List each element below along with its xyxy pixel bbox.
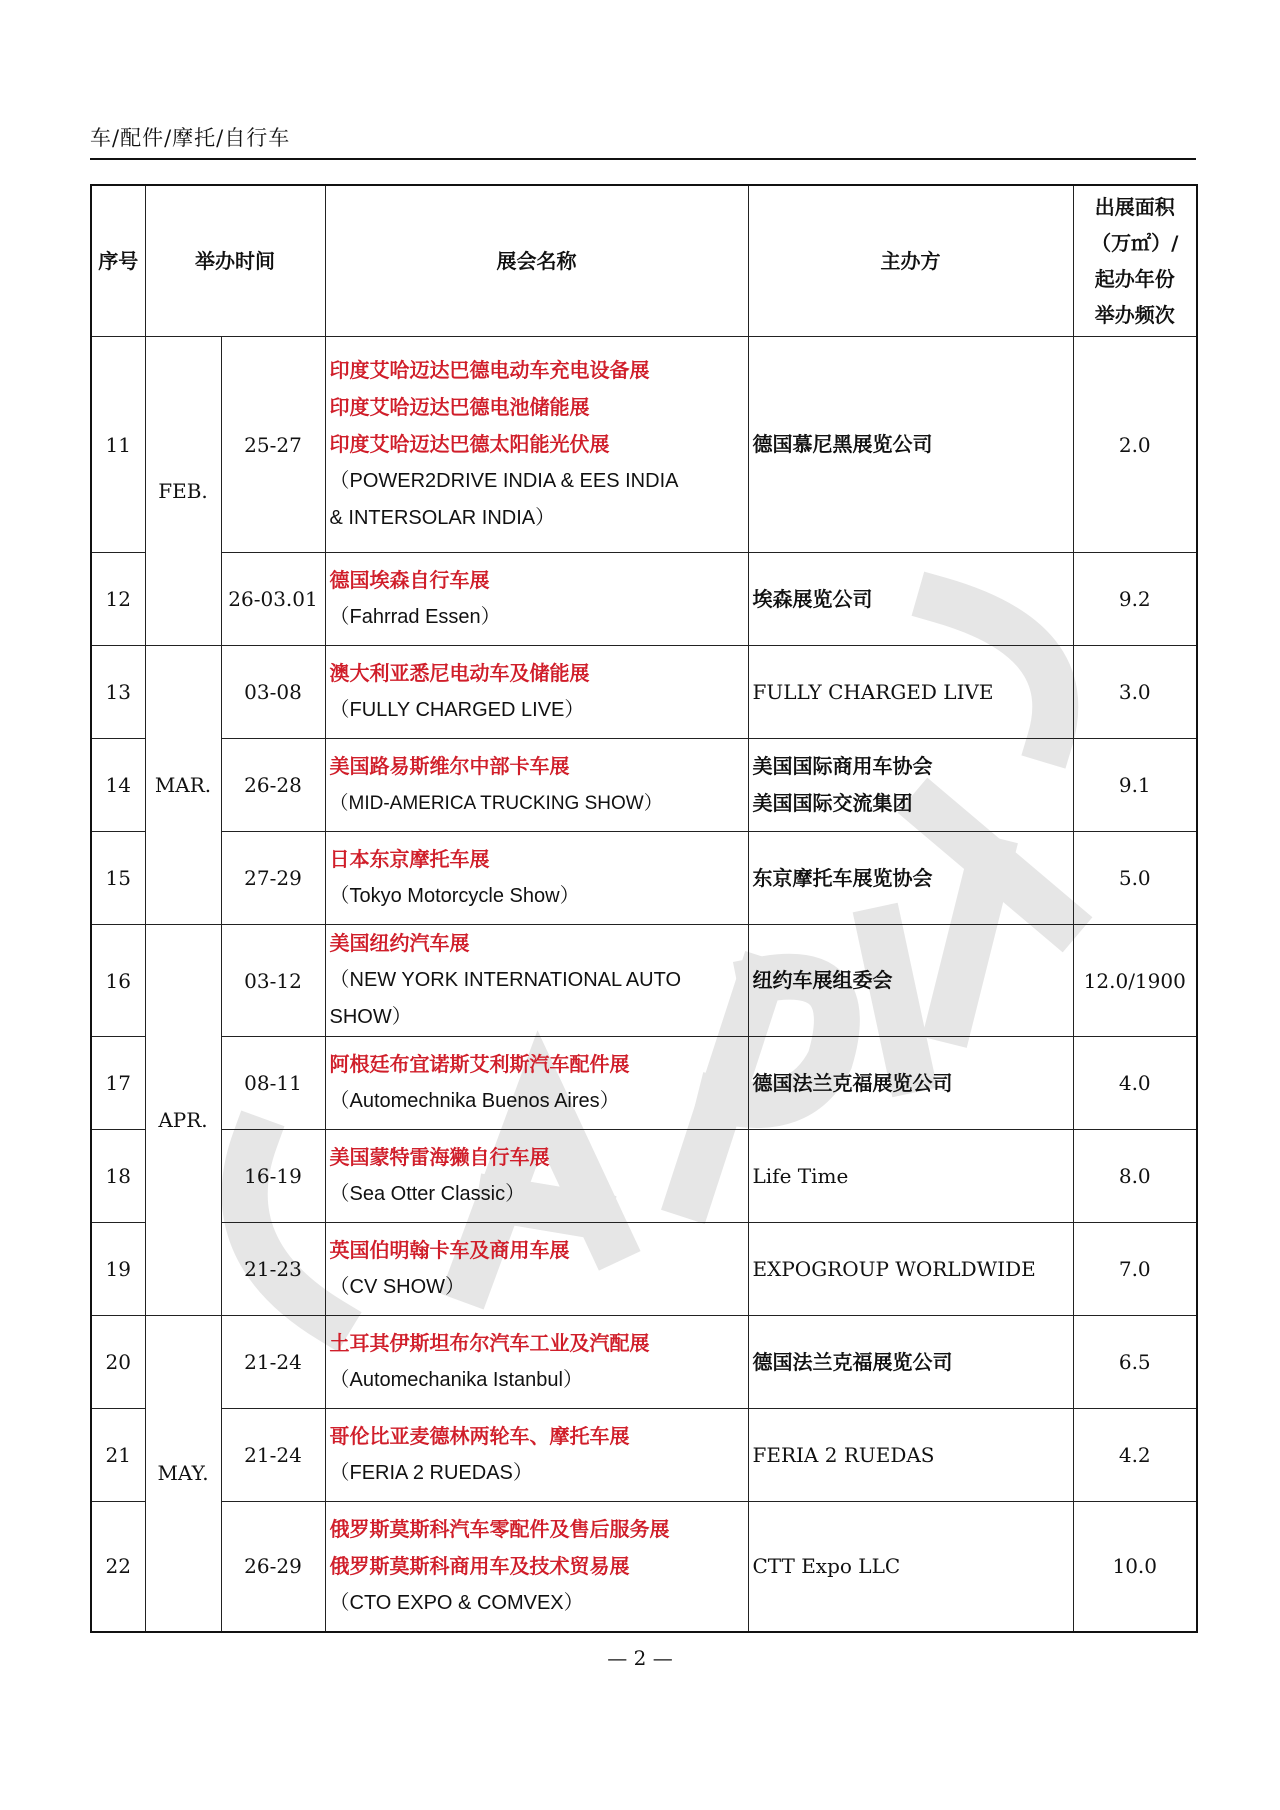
table-row: [91, 925, 1197, 1037]
exhibition-name-en: （NEW YORK INTERNATIONAL AUTO: [329, 969, 682, 991]
row-date: 26-28: [221, 739, 325, 832]
organizer-name: CTT Expo LLC: [752, 1553, 901, 1578]
table-row: [91, 646, 1197, 739]
exhibition-schedule-table: [90, 184, 1198, 1633]
exhibition-name-zh: 印度艾哈迈达巴德电动车充电设备展: [329, 358, 650, 382]
organizer: [748, 1130, 1073, 1223]
row-date: 21-23: [221, 1223, 325, 1316]
table-header-row: [91, 185, 1197, 337]
exhibition-name: [325, 832, 748, 925]
exhibition-name-en: （CV SHOW）: [329, 1276, 466, 1298]
exhibition-name-en: （MID-AMERICA TRUCKING SHOW）: [329, 793, 663, 814]
row-number: 13: [91, 646, 145, 739]
exhibition-name-zh: 德国埃森自行车展: [329, 568, 490, 592]
exhibition-name-zh: 土耳其伊斯坦布尔汽车工业及汽配展: [329, 1331, 650, 1355]
row-date: 03-08: [221, 646, 325, 739]
area-value: 4.2: [1073, 1409, 1197, 1502]
exhibition-name-en: （Sea Otter Classic）: [329, 1183, 526, 1205]
exhibition-name-en: （CTO EXPO & COMVEX）: [329, 1591, 584, 1614]
exhibition-name: [325, 553, 748, 646]
table-row: [91, 1409, 1197, 1502]
row-number: 22: [91, 1502, 145, 1632]
row-date: 21-24: [221, 1316, 325, 1409]
area-value: 4.0: [1073, 1037, 1197, 1130]
exhibition-name: [325, 925, 748, 1037]
organizer: [748, 1502, 1073, 1632]
area-value: 8.0: [1073, 1130, 1197, 1223]
organizer: [748, 646, 1073, 739]
row-date: 26-29: [221, 1502, 325, 1632]
table-row: [91, 1316, 1197, 1409]
exhibition-name-zh: 俄罗斯莫斯科汽车零配件及售后服务展: [329, 1516, 670, 1541]
exhibition-name: [325, 646, 748, 739]
header-area-line: 出展面积: [1094, 195, 1175, 219]
organizer-name: 美国国际交流集团: [752, 791, 913, 815]
exhibition-name-en: SHOW）: [329, 1006, 412, 1028]
header-area: [1073, 185, 1197, 337]
header-area-line: 举办频次: [1094, 303, 1175, 327]
organizer-name: 纽约车展组委会: [752, 968, 893, 992]
exhibition-name-en: & INTERSOLAR INDIA）: [329, 507, 556, 529]
exhibition-name-en: （FULLY CHARGED LIVE）: [329, 699, 585, 721]
row-date: 16-19: [221, 1130, 325, 1223]
header-seq: 序号: [91, 185, 145, 337]
exhibition-name-en: （Automechanika Istanbul）: [329, 1369, 583, 1391]
table-row: [91, 739, 1197, 832]
exhibition-name: [325, 1223, 748, 1316]
organizer: [748, 925, 1073, 1037]
organizer-name: 埃森展览公司: [752, 586, 873, 611]
organizer-name: 德国慕尼黑展览公司: [752, 432, 933, 456]
exhibition-name-zh: 俄罗斯莫斯科商用车及技术贸易展: [329, 1553, 630, 1578]
page-header-category: 车/配件/摩托/自行车: [90, 126, 291, 150]
header-area-line: （万㎡）/: [1091, 231, 1179, 255]
exhibition-name-zh: 印度艾哈迈达巴德电池储能展: [329, 395, 590, 419]
area-value: 3.0: [1073, 646, 1197, 739]
organizer: [748, 553, 1073, 646]
exhibition-name: [325, 1502, 748, 1632]
header-time: 举办时间: [145, 185, 325, 337]
exhibition-name-en: （POWER2DRIVE INDIA & EES INDIA: [329, 470, 679, 492]
exhibition-name: [325, 337, 748, 553]
row-date: 27-29: [221, 832, 325, 925]
page-number: — 2 —: [607, 1646, 673, 1670]
exhibition-name-en: （Automechnika Buenos Aires）: [329, 1090, 620, 1112]
header-organizer: 主办方: [748, 185, 1073, 337]
area-value: 7.0: [1073, 1223, 1197, 1316]
row-number: 18: [91, 1130, 145, 1223]
table-row: [91, 337, 1197, 553]
row-number: 11: [91, 337, 145, 553]
area-value: 10.0: [1073, 1502, 1197, 1632]
exhibition-name-zh: 日本东京摩托车展: [329, 847, 490, 871]
row-number: 19: [91, 1223, 145, 1316]
organizer: [748, 832, 1073, 925]
organizer-name: 德国法兰克福展览公司: [752, 1070, 953, 1095]
row-number: 14: [91, 739, 145, 832]
exhibition-name-en: （FERIA 2 RUEDAS）: [329, 1462, 533, 1484]
month-may: MAY.: [145, 1316, 221, 1632]
exhibition-name: [325, 1037, 748, 1130]
organizer-name: 美国国际商用车协会: [752, 754, 933, 778]
exhibition-name: [325, 1130, 748, 1223]
exhibition-name-en: （Fahrrad Essen）: [329, 606, 501, 628]
month-mar: MAR.: [145, 646, 221, 925]
row-number: 21: [91, 1409, 145, 1502]
area-value: 12.0/1900: [1073, 925, 1197, 1037]
area-value: 9.2: [1073, 553, 1197, 646]
exhibition-name-en: （Tokyo Motorcycle Show）: [329, 885, 580, 907]
organizer-name: FERIA 2 RUEDAS: [752, 1442, 935, 1467]
organizer-name: FULLY CHARGED LIVE: [752, 679, 994, 704]
exhibition-name: [325, 1409, 748, 1502]
exhibition-name-zh: 美国路易斯维尔中部卡车展: [329, 754, 570, 778]
exhibition-name: [325, 1316, 748, 1409]
month-feb: FEB.: [145, 337, 221, 646]
area-value: 9.1: [1073, 739, 1197, 832]
area-value: 2.0: [1073, 337, 1197, 553]
organizer-name: Life Time: [752, 1163, 849, 1188]
header-area-line: 起办年份: [1094, 267, 1175, 291]
table-row: [91, 1223, 1197, 1316]
organizer-name: EXPOGROUP WORLDWIDE: [752, 1256, 1036, 1281]
exhibition-name-zh: 英国伯明翰卡车及商用车展: [329, 1238, 570, 1262]
table-row: [91, 1502, 1197, 1632]
exhibition-name-zh: 美国蒙特雷海獭自行车展: [329, 1145, 550, 1169]
header-divider: [90, 158, 1196, 160]
exhibition-name-zh: 澳大利亚悉尼电动车及储能展: [329, 661, 590, 685]
exhibition-name-zh: 哥伦比亚麦德林两轮车、摩托车展: [329, 1424, 630, 1448]
row-number: 15: [91, 832, 145, 925]
row-date: 03-12: [221, 925, 325, 1037]
table-row: [91, 1037, 1197, 1130]
organizer: [748, 1316, 1073, 1409]
row-number: 16: [91, 925, 145, 1037]
table-row: [91, 1130, 1197, 1223]
row-date: 25-27: [221, 337, 325, 553]
organizer: [748, 337, 1073, 553]
exhibition-name-zh: 阿根廷布宜诺斯艾利斯汽车配件展: [329, 1052, 630, 1076]
organizer: [748, 739, 1073, 832]
exhibition-name: [325, 739, 748, 832]
row-date: 21-24: [221, 1409, 325, 1502]
exhibition-name-zh: 美国纽约汽车展: [329, 931, 470, 955]
table-row: [91, 832, 1197, 925]
header-name: 展会名称: [325, 185, 748, 337]
organizer-name: 德国法兰克福展览公司: [752, 1349, 953, 1374]
row-date: 08-11: [221, 1037, 325, 1130]
month-apr: APR.: [145, 925, 221, 1316]
organizer: [748, 1223, 1073, 1316]
table-row: [91, 553, 1197, 646]
organizer: [748, 1037, 1073, 1130]
organizer-name: 东京摩托车展览协会: [752, 865, 933, 890]
exhibition-name-zh: 印度艾哈迈达巴德太阳能光伏展: [329, 432, 610, 456]
area-value: 6.5: [1073, 1316, 1197, 1409]
row-number: 12: [91, 553, 145, 646]
row-number: 17: [91, 1037, 145, 1130]
area-value: 5.0: [1073, 832, 1197, 925]
row-date: 26-03.01: [221, 553, 325, 646]
organizer: [748, 1409, 1073, 1502]
row-number: 20: [91, 1316, 145, 1409]
